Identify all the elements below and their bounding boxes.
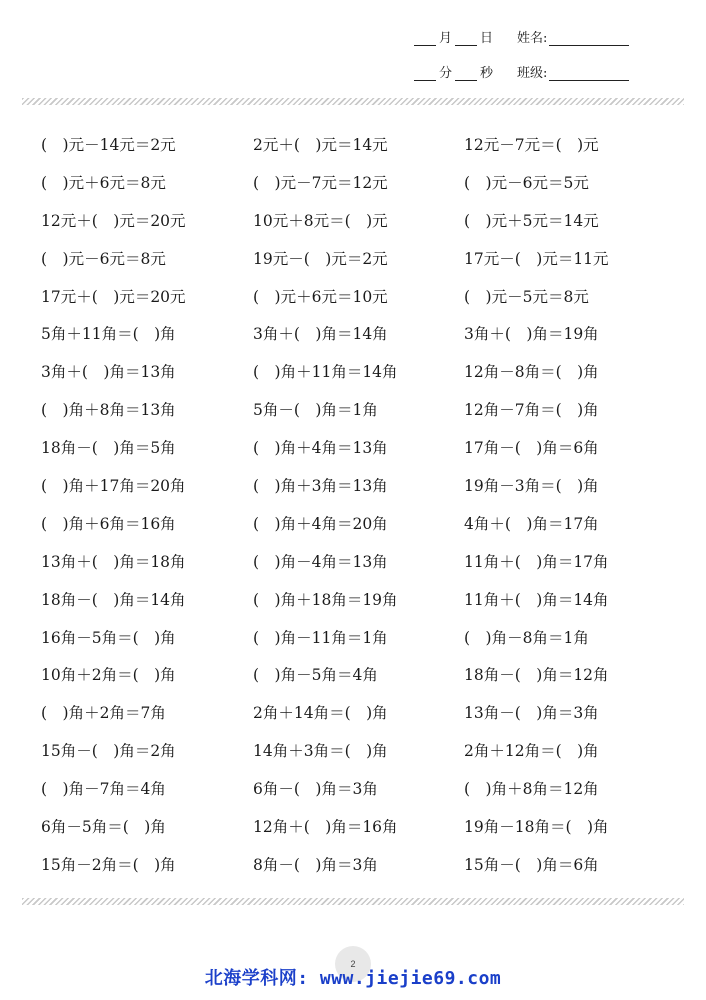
- problem-item: ( )角＋18角＝19角: [253, 590, 398, 609]
- problem-item: 2角＋14角＝( )角: [253, 704, 388, 723]
- problem-item: ( )角－5角＝4角: [253, 666, 378, 685]
- problem-item: 12角－8角＝( )角: [464, 363, 599, 382]
- problem-row: [0, 620, 706, 658]
- problem-item: 10角＋2角＝( )角: [41, 666, 176, 685]
- problem-item: 3角＋( )角＝14角: [253, 325, 388, 344]
- problem-item: ( )元＋6元＝10元: [253, 287, 388, 306]
- problem-row: [0, 241, 706, 279]
- problem-item: ( )角＋4角＝20角: [253, 514, 388, 533]
- problem-item: ( )角＋17角＝20角: [41, 477, 186, 496]
- page-number: 2: [335, 946, 371, 982]
- problem-item: ( )元－6元＝5元: [464, 173, 589, 192]
- problem-item: ( )元－5元＝8元: [464, 287, 589, 306]
- bottom-divider: [22, 898, 684, 905]
- problem-item: ( )角－4角＝13角: [253, 552, 388, 571]
- problem-item: ( )角＋4角＝13角: [253, 439, 388, 458]
- problem-item: 5角＋11角＝( )角: [41, 325, 176, 344]
- minute-blank[interactable]: [414, 66, 436, 81]
- problem-row: [0, 127, 706, 165]
- problem-row: [0, 695, 706, 733]
- problem-item: ( )角＋2角＝7角: [41, 704, 166, 723]
- problem-row: [0, 203, 706, 241]
- problem-item: 3角＋( )角＝13角: [41, 363, 176, 382]
- problem-item: 19元－( )元＝2元: [253, 249, 388, 268]
- problem-item: ( )元－6元＝8元: [41, 249, 166, 268]
- problem-item: ( )元＋5元＝14元: [464, 211, 599, 230]
- problem-item: 18角－( )角＝12角: [464, 666, 609, 685]
- problem-row: [0, 165, 706, 203]
- top-divider: [22, 98, 684, 105]
- problem-item: 14角＋3角＝( )角: [253, 742, 388, 761]
- problem-item: 19角－18角＝( )角: [464, 818, 609, 837]
- problem-item: ( )元＋6元＝8元: [41, 173, 166, 192]
- problem-item: ( )元－14元＝2元: [41, 136, 176, 154]
- problem-item: 6角－( )角＝3角: [253, 780, 378, 799]
- problem-item: 12元＋( )元＝20元: [41, 211, 186, 230]
- problem-item: ( )角－8角＝1角: [464, 628, 589, 647]
- problem-row: [0, 354, 706, 392]
- problem-row: [0, 430, 706, 468]
- month-blank[interactable]: [414, 31, 436, 46]
- problem-row: [0, 847, 706, 885]
- problem-item: 17元＋( )元＝20元: [41, 287, 186, 306]
- minute-label: 分: [439, 66, 453, 81]
- name-blank[interactable]: [549, 31, 629, 46]
- problem-item: ( )角＋3角＝13角: [253, 477, 388, 496]
- month-label: 月: [439, 31, 453, 46]
- problem-item: 18角－( )角＝5角: [41, 439, 176, 458]
- problem-item: 4角＋( )角＝17角: [464, 514, 599, 533]
- second-label: 秒: [480, 66, 494, 81]
- footer-watermark: 北海学科网: www.jiejie69.com: [204, 968, 502, 989]
- problem-row: [0, 544, 706, 582]
- problem-item: 12角－7角＝( )角: [464, 401, 599, 420]
- problem-item: 2角＋12角＝( )角: [464, 742, 599, 761]
- problem-item: 2元＋( )元＝14元: [253, 136, 388, 154]
- problem-item: 8角－( )角＝3角: [253, 855, 378, 874]
- problem-item: 15角－2角＝( )角: [41, 855, 176, 874]
- problem-item: ( )角＋11角＝14角: [253, 363, 398, 382]
- problem-item: 12元－7元＝( )元: [464, 136, 599, 154]
- problem-item: 15角－( )角＝2角: [41, 742, 176, 761]
- problem-item: 13角＋( )角＝18角: [41, 552, 186, 571]
- problem-item: ( )元－7元＝12元: [253, 173, 388, 192]
- problem-item: 13角－( )角＝3角: [464, 704, 599, 723]
- class-label: 班级:: [517, 66, 548, 81]
- problem-item: 10元＋8元＝( )元: [253, 211, 388, 230]
- problem-item: ( )角＋8角＝12角: [464, 780, 599, 799]
- problem-row: [0, 733, 706, 771]
- problem-item: ( )角＋6角＝16角: [41, 514, 176, 533]
- day-blank[interactable]: [455, 31, 477, 46]
- problem-row: [0, 582, 706, 620]
- problem-item: 19角－3角＝( )角: [464, 477, 599, 496]
- problem-row: [0, 279, 706, 317]
- problem-row: [0, 809, 706, 847]
- date-name-line: [411, 28, 629, 46]
- problem-grid: [0, 127, 706, 885]
- problem-item: 17元－( )元＝11元: [464, 249, 609, 268]
- problem-item: 6角－5角＝( )角: [41, 818, 166, 837]
- class-blank[interactable]: [549, 66, 629, 81]
- problem-item: 15角－( )角＝6角: [464, 855, 599, 874]
- day-label: 日: [480, 31, 494, 46]
- name-label: 姓名:: [517, 31, 548, 46]
- problem-row: [0, 506, 706, 544]
- second-blank[interactable]: [455, 66, 477, 81]
- problem-item: 3角＋( )角＝19角: [464, 325, 599, 344]
- problem-row: [0, 468, 706, 506]
- problem-item: 18角－( )角＝14角: [41, 590, 186, 609]
- problem-item: 17角－( )角＝6角: [464, 439, 599, 458]
- problem-item: ( )角－7角＝4角: [41, 780, 166, 799]
- problem-item: 5角－( )角＝1角: [253, 401, 378, 420]
- problem-item: 11角＋( )角＝17角: [464, 552, 609, 571]
- problem-item: 12角＋( )角＝16角: [253, 818, 398, 837]
- time-class-line: [411, 63, 629, 81]
- problem-row: [0, 657, 706, 695]
- problem-item: ( )角－11角＝1角: [253, 628, 388, 647]
- problem-item: 11角＋( )角＝14角: [464, 590, 609, 609]
- problem-item: 16角－5角＝( )角: [41, 628, 176, 647]
- problem-item: ( )角＋8角＝13角: [41, 401, 176, 420]
- problem-row: [0, 771, 706, 809]
- problem-row: [0, 316, 706, 354]
- problem-row: [0, 392, 706, 430]
